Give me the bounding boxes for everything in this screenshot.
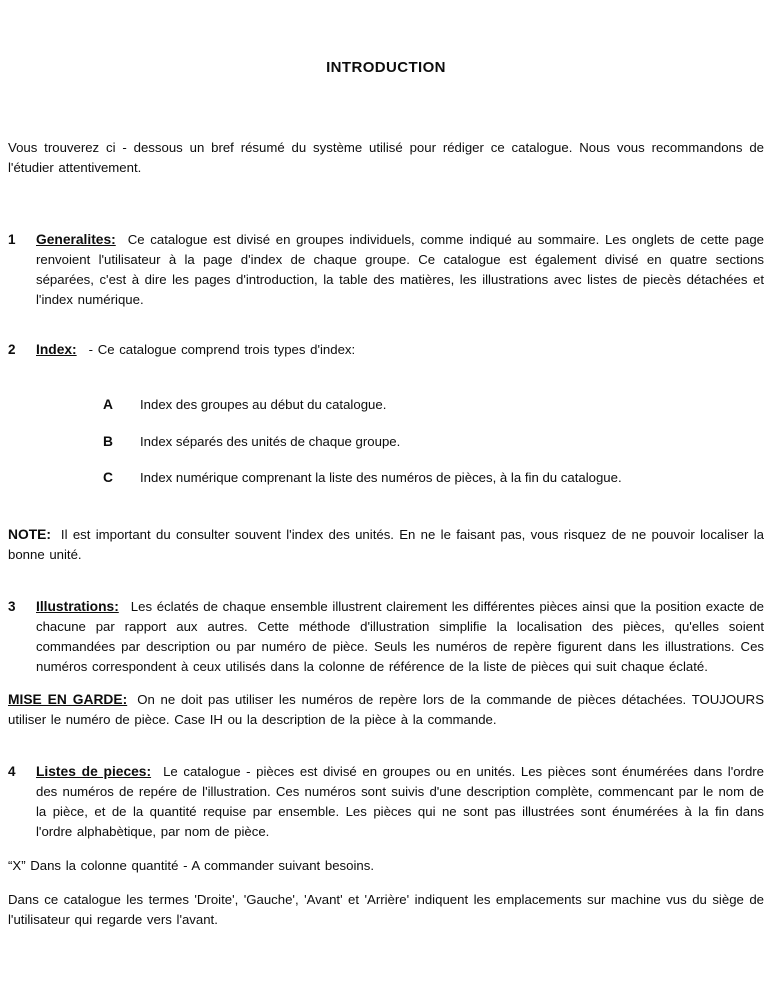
section-generalites (8, 230, 764, 310)
section-body: Les éclatés de chaque ensemble illustrent clairement les différentes pièces ainsi que la position exacte de chacune par rapport aux autres. Cette méthode d'illustration simplifie la localisation des pièces, qu'elles soient commandées par description ou par numéro de pièce. Seuls les numéros de repère figurent dans les illustrations. Ces numéros correspondent à ceux utilisés dans la colonne de référence de la liste de pièces qui suit chaque éclaté. (36, 599, 764, 674)
index-item-text: Index numérique comprenant la liste des numéros de pièces, à la fin du catalogue. (140, 470, 622, 485)
section-number: 2 (8, 342, 16, 357)
section-index (8, 340, 764, 360)
section-content (36, 230, 764, 310)
section-heading: Illustrations: (36, 599, 119, 614)
index-item-c (103, 468, 764, 488)
warning-label: MISE EN GARDE: (8, 692, 128, 707)
index-item-letter: C (103, 470, 113, 485)
intro-paragraph: Vous trouverez ci - dessous un bref résumé du système utilisé pour rédiger ce catalogue. Nous vous recommandons de l'étudier attentivement. (8, 140, 764, 175)
section-number: 4 (8, 764, 16, 779)
note-label: NOTE: (8, 527, 51, 542)
section-content (36, 762, 764, 842)
page-title: INTRODUCTION (326, 59, 446, 76)
section-content (36, 340, 764, 360)
index-item-b (103, 432, 764, 452)
closing-paragraph: Dans ce catalogue les termes 'Droite', 'Gauche', 'Avant' et 'Arrière' indiquent les emplacements sur machine vus du siège de l'utilisateur qui regarde vers l'avant. (8, 892, 764, 927)
index-item-text: Index séparés des unités de chaque groupe. (140, 434, 401, 449)
section-body: Le catalogue - pièces est divisé en groupes ou en unités. Les pièces sont énumérées dans l'ordre des numéros de repére de l'illustration. Ces numéros sont suivis d'une description complète, commencant par le nom de la pièce, et de la quantité requise par ensemble. Les pièces qui ne sont pas illustrées sont énumérées à la fin dans l'ordre alphabètique, par nom de pièce. (36, 764, 764, 839)
section-body: Ce catalogue est divisé en groupes individuels, comme indiqué au sommaire. Les onglets de cette page renvoient l'utilisateur à la page d'index de chaque groupe. Ce catalogue est également divisé en quatre sections séparées, c'est à dire les pages d'introduction, la table des matières, les illustrations avec listes de piecès détachées et l'index numérique. (36, 232, 764, 307)
section-body: - Ce catalogue comprend trois types d'index: (88, 342, 356, 357)
index-item-letter: B (103, 434, 113, 449)
note-paragraph (8, 525, 764, 565)
warning-text: On ne doit pas utiliser les numéros de repère lors de la commande de pièces détachées. TOUJOURS utiliser le numéro de pièce. Case IH ou la description de la pièce à la commande. (8, 692, 764, 727)
note-text: Il est important du consulter souvent l'index des unités. En ne le faisant pas, vous risquez de ne pouvoir localiser la bonne unité. (8, 527, 764, 562)
section-content (36, 597, 764, 677)
warning-paragraph (8, 690, 764, 730)
section-number: 1 (8, 232, 16, 247)
index-item-a (103, 395, 764, 415)
section-number: 3 (8, 599, 16, 614)
quantity-column-note: “X” Dans la colonne quantité - A commander suivant besoins. (8, 858, 374, 873)
section-listes-de-pieces (8, 762, 764, 842)
section-illustrations (8, 597, 764, 677)
section-heading: Listes de pieces: (36, 764, 152, 779)
section-heading: Index: (36, 342, 77, 357)
section-heading: Generalites: (36, 232, 116, 247)
index-item-letter: A (103, 397, 113, 412)
index-item-text: Index des groupes au début du catalogue. (140, 397, 387, 412)
